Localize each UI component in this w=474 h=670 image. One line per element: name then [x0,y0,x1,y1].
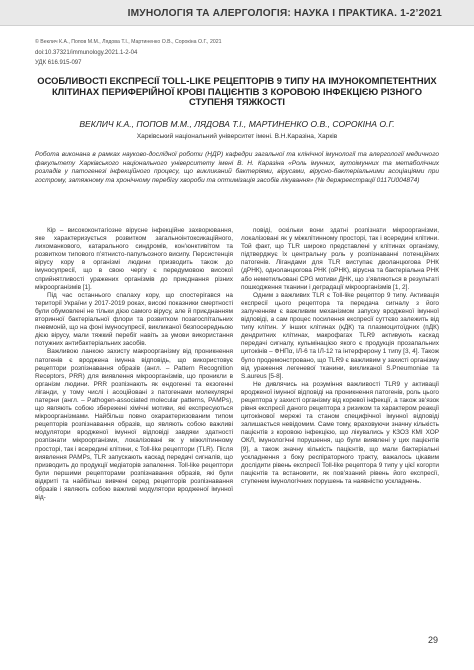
paragraph: повіді, оскільки вони здатні розпізнати мікроорганізми, локалізовані як у міжклітинному просторі, так і всередині клітини. Той факт, що TLR широко представлені у клітинах організму, підтверджує їх центральну роль у розпізнаванні потенційних патогенів. Лігандами для TLR виступає дволанцюгова РНК (дРНК), одноланцюгова РНК (оРНК), вірусна та бактеріальна РНК або неметильовані CPG мотиви ДНК, що з’являються в результаті пошкодження тканини і деградації мікроорганізмів [1, 2]. [241,227,439,291]
copyright-line: © Веклич К.А., Попов М.М., Лядова Т.І., Мартиненко О.В., Сорокіна О.Г., 2021 [35,39,222,45]
funding-note: Робота виконана в рамках науково-дослідної роботи (НДР) кафедри загальної та клінічної імунології та алергології медичного факультету Харківського національного університету імені В. Н. Каразіна «Роль імунних, аутоімунних та метаболічних розладів у патогенезі інфекційного процесу, що викликаний бактеріями, вірусами, вірусно-бактеріальними асоціаціями при гострому, затяжному та хронічному перебігу хвороби та оптимізація засобів лікування» (№ держреєстрації 0117U004874) [35,151,439,184]
page-number: 29 [427,635,438,645]
paragraph: Одним з важливих TLR є Toll-like рецептор 9 типу. Активація експресії цього рецептора та передача сигналу з його залученням є важливим механізмом запуску вродженої імунної відповіді, а сам процес посилення експресії суттєво залежить від типу клітин. У інших клітинах (кДК) та плазмоцитоїдних (пДК) дендритних клітинах, макрофагах TLR9 активують каскад передачі сигналу, кульмінацією якого є продукція прозапальних цитокінів – ФНПα, ІЛ-6 та ІЛ-12 та інтерферону 1 типу [3, 4]. Також було продемонстровано, що TLR9 є важливим у захисті організму від ураження легеневої тканини, викликаної S.Pneumoniae та S.aureus [5-8]. [241,291,439,380]
paragraph: Не дивлячись на розуміння важливості TLR9 у активації вродженої імунної відповіді на проникнення патогенів, роль цього рецептора у захисті організму від коревої інфекції, а також зв’язок рівня експресії даного рецептора з ризиком та характером реакції цитокінової мережі та станом специфічної імунної відповіді залишається невідомим. Саме тому, враховуючи значну кількість пацієнтів з коровою інфекцією, що лікувались у КЗОЗ КМІ ХОР ОКЛ, імунологічні порушення, що були виявлені у цих пацієнтів [9], а також значну кількість пацієнтів, що мали бактеріальні ускладнення з боку респіраторного тракту, важалось цікавим дослідити рівень експресії Toll-like рецептора 9 типу у цієї когорти пацієнтів та встановити, як пов’язаний рівень його експресії, ступенем імунологічних порушень та наявністю ускладнень. [241,380,439,485]
paragraph: Кір – висококонтагіозне вірусне інфекційне захворювання, яке характеризується розвитком загальноінтоксикаційного, лихоманкового, катарального синдромів, кон’юнктивітом та розвитком типового п’ятнисто-папульозного висипу. Персистенція вірусу кору в організмі людини призводить також до імуносупресії, що в свою чергу є передумовою високої сприйнятливості уражених організмів до приєднання різних мікроорганізмів [1]. [35,227,233,291]
doi-line: doi:10.37321/immunology.2021.1-2-04 [35,50,138,56]
udc-line: УДК 616.915-097 [35,60,82,66]
paragraph: Під час останнього спалаху кору, що спостерігався на території України у 2017-2019 роках, високі показники смертності були обумовлені не тільки дією самого вірусу, але й приєднанням вторинної бактеріальної флори та розвитком позагоспітальних пневмоній, що на фоні імуносупресії, викликаної безпосередньою дією вірусу, мали тяжкий перебіг навіть за умови використання потужних антибактеріальних засобів. [35,291,233,348]
paragraph: Важливою ланкою захисту макроорганізму від проникнення патогенів є вроджена імунна відповідь, що використовує рецептори розпізнавання образів (англ. – Pattern Recognition Receptors, PRR) для виявлення мікроорганізмів, що проникли в організм людини. PRR розпізнають як ендогенні та екзогенні ліганди, у тому числі і асоційовані з патогенами молекулярні патерни (англ. – Pathogen-associated molecular patterns, PAMPs), що являють собою збережені хімічні мотиви, які експресуються мікроорганізмами. Найбільш повно охарактеризованим типом рецепторів розпізнавання образів, що являють собою важливі модулятори вродженої імунної відповіді завдяки здатності розпізнати мікроорганізми, локалізовані як у міжклітинному просторі, так і всередині клітини, є Toll-like рецептори (TLR). Після виявлення PAMPs, TLR запускають каскад передачі сигналів, що призводить до продукції медіаторів запалення. Toll-like рецептори були першими рецепторами розпізнавання образів, які були відкриті та найбільш вивчені серед рецепторів розпізнавання образів і являють собою важливі модулятори вродженої імунної від- [35,348,233,502]
journal-header-bar [0,0,474,26]
right-text-column [241,227,439,486]
authors-line: ВЕКЛИЧ К.А., ПОПОВ М.М., ЛЯДОВА Т.І., МАРТИНЕНКО О.В., СОРОКІНА О.Г. [79,119,395,129]
affiliation-line: Харківський національний університет імені. В.Н.Каразіна, Харків [136,133,338,140]
left-text-column [35,227,233,502]
journal-header-title: ІМУНОЛОГІЯ ТА АЛЕРГОЛОГІЯ: НАУКА І ПРАКТИКА. 1-2’2021 [127,8,442,19]
article-title: ОСОБЛИВОСТІ ЕКСПРЕСІЇ TOLL-LIKE РЕЦЕПТОРІВ 9 ТИПУ НА ІМУНОКОМПЕТЕНТНИХ КЛІТИНАХ ПЕРИФЕРІЙНОЇ КРОВІ ПАЦІЄНТІВ З КОРОВОЮ ІНФЕКЦІЄЮ РІЗНОГО СТУПЕНЯ ТЯЖКОСТІ [37,75,437,108]
